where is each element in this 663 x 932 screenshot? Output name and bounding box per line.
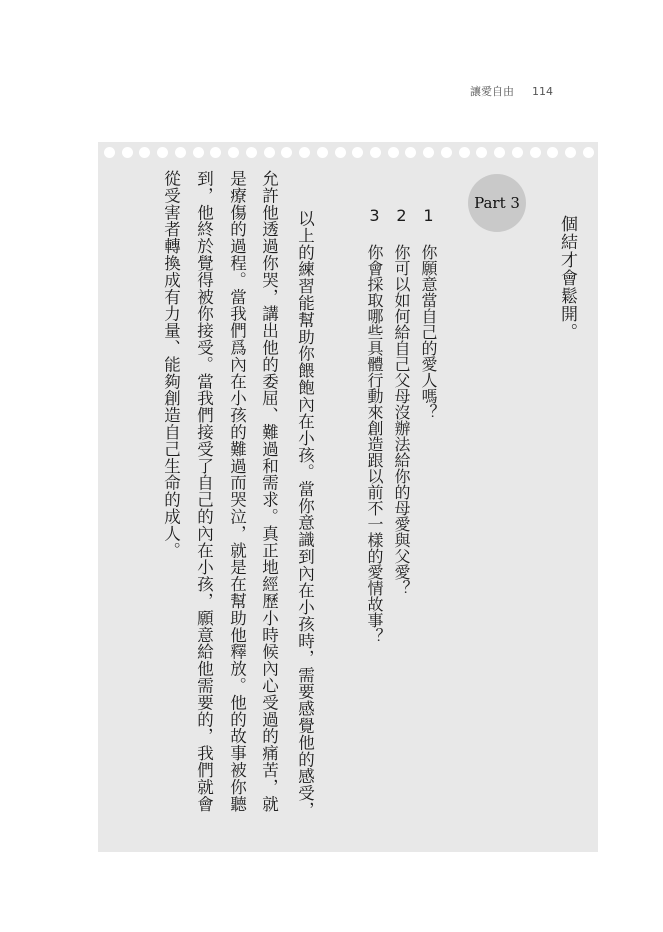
hole-icon <box>228 147 239 158</box>
body-column-1: 以上的練習能幫助你餵飽內在小孩。當你意識到內在小孩時，需要感覺他的感受， <box>295 210 315 819</box>
hole-icon <box>352 147 363 158</box>
hole-icon <box>423 147 434 158</box>
hole-icon <box>405 147 416 158</box>
body-column-3: 是療傷的過程。當我們爲內在小孩的難過而哭泣，就是在幫助他釋放。他的故事被你聽 <box>227 170 247 813</box>
running-header <box>470 80 590 102</box>
hole-icon <box>317 147 328 158</box>
hole-icon <box>175 147 186 158</box>
body-column-2: 允許他透過你哭，講出他的委屈、難過和需求。真正地經歷小時候內心受過的痛苦，就 <box>259 170 279 813</box>
hole-icon <box>210 147 221 158</box>
question-1: 1 你願意當自己的愛人嗎？ <box>419 206 438 420</box>
hole-icon <box>476 147 487 158</box>
notebook-holes <box>104 146 594 158</box>
hole-icon <box>512 147 523 158</box>
hole-icon <box>193 147 204 158</box>
hole-icon <box>547 147 558 158</box>
hole-icon <box>441 147 452 158</box>
hole-icon <box>157 147 168 158</box>
body-column-5: 從受害者轉換成有力量、能夠創造自己生命的成人。 <box>161 170 181 559</box>
hole-icon <box>583 147 594 158</box>
hole-icon <box>565 147 576 158</box>
continuation-text: 個結才會鬆開。 <box>557 215 577 341</box>
hole-icon <box>388 147 399 158</box>
question-3: 3 你會採取哪些具體行動來創造跟以前不一樣的愛情故事？ <box>365 206 384 644</box>
hole-icon <box>370 147 381 158</box>
hole-icon <box>139 147 150 158</box>
body-column-4: 到，他終於覺得被你接受。當我們接受了自己的內在小孩，願意給他需要的，我們就會 <box>194 170 214 813</box>
hole-icon <box>104 147 115 158</box>
hole-icon <box>281 147 292 158</box>
hole-icon <box>122 147 133 158</box>
part-badge: Part 3 <box>468 174 526 232</box>
question-2: 2 你可以如何給自己父母沒辦法給你的母愛與父愛？ <box>392 206 411 596</box>
hole-icon <box>335 147 346 158</box>
hole-icon <box>264 147 275 158</box>
hole-icon <box>494 147 505 158</box>
hole-icon <box>299 147 310 158</box>
book-title: 讓愛自由 <box>470 85 514 98</box>
hole-icon <box>530 147 541 158</box>
hole-icon <box>459 147 470 158</box>
hole-icon <box>246 147 257 158</box>
page-number: 114 <box>532 84 553 98</box>
